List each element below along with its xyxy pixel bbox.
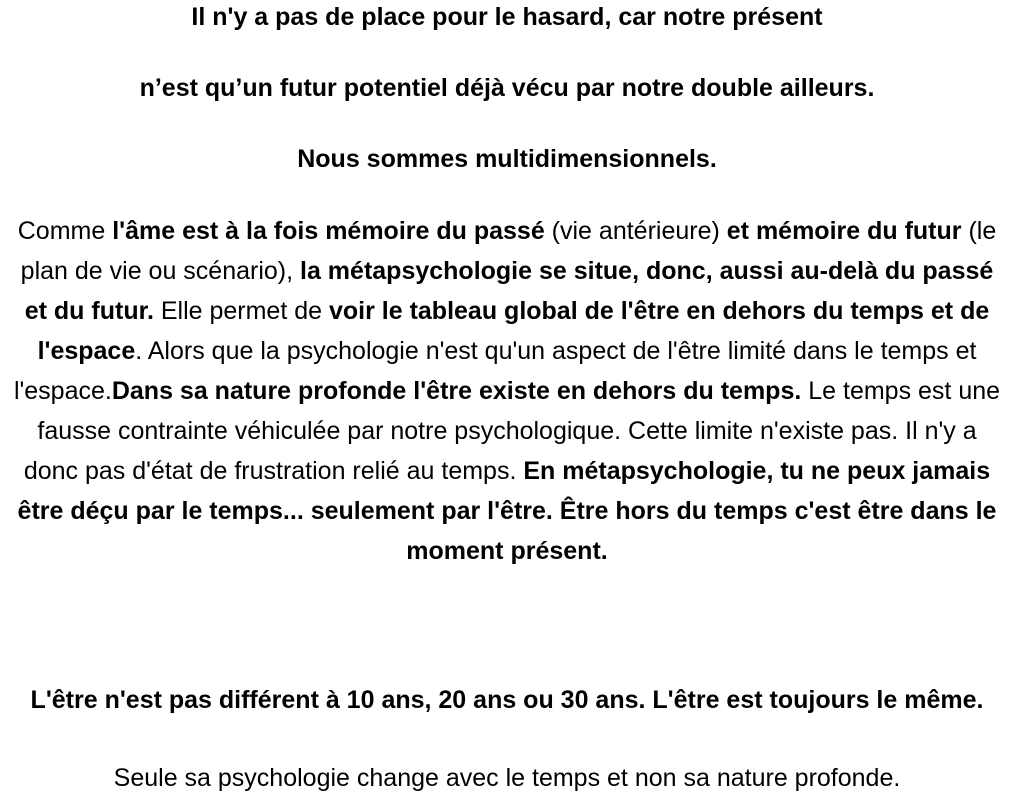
text-span: . Alors que la psychologie n'est qu'un aspect de l'être limité dans le temps et l'espace.: [13, 337, 977, 405]
bold-span: et mémoire du futur: [726, 217, 962, 245]
text-span: Comme: [17, 217, 113, 245]
paragraph-psychologie-change: Seule sa psychologie change avec le temps et non sa nature profonde.: [113, 764, 901, 792]
text-span: Le temps est une fausse contrainte véhiculée par notre psychologique. Cette limite n'existe pas. Il n'y a donc pas d'état de frustration relié au temps.: [23, 377, 1001, 485]
text-span: Elle permet de: [153, 297, 329, 325]
paragraph-etre-toujours-meme: L'être n'est pas différent à 10 ans, 20 ans ou 30 ans. L'être est toujours le même.: [30, 686, 984, 714]
text-span: (le plan de vie ou scénario),: [20, 217, 997, 285]
paragraph-metapsychologie: [10, 211, 1004, 571]
paragraph-hasard: Il n'y a pas de place pour le hasard, car notre présent: [191, 3, 823, 31]
bold-span: Dans sa nature profonde l'être existe en dehors du temps.: [111, 377, 802, 405]
bold-span: la métapsychologie se situe, donc, aussi au-delà du passé et du futur.: [24, 257, 994, 325]
paragraph-futur-potentiel: n’est qu’un futur potentiel déjà vécu par notre double ailleurs.: [139, 74, 875, 102]
bold-span: voir le tableau global de l'être en dehors du temps et de l'espace: [37, 297, 990, 365]
bold-span: l'âme est à la fois mémoire du passé: [112, 217, 545, 245]
text-span: (vie antérieure): [544, 217, 727, 245]
paragraph-multidimensionnels: Nous sommes multidimensionnels.: [297, 145, 717, 173]
bold-span: En métapsychologie, tu ne peux jamais être déçu par le temps... seulement par l'être. Être hors du temps c'est être dans le moment présent.: [17, 457, 997, 565]
